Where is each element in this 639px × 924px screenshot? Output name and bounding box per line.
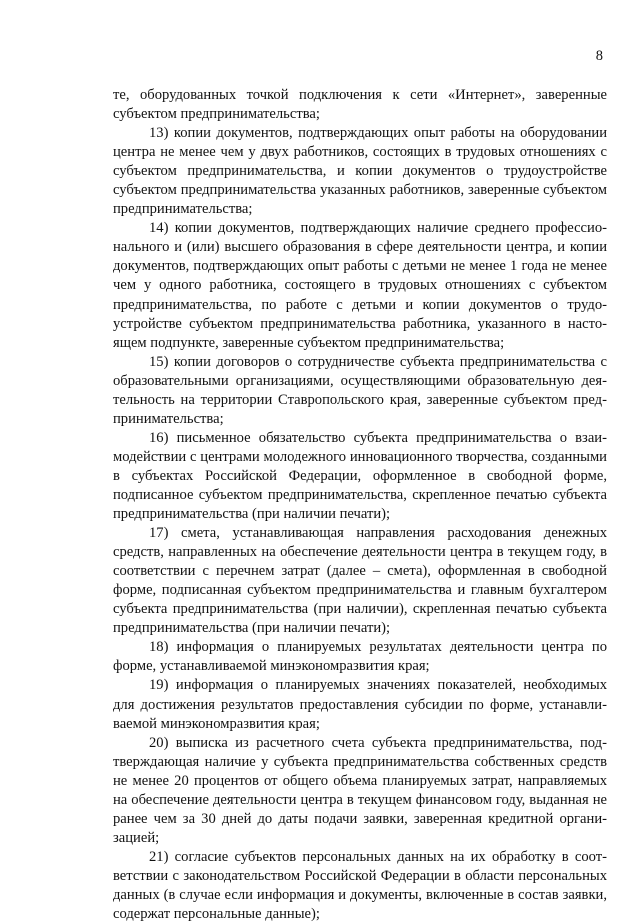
paragraph: 14) копии документов, подтверждающих наличие среднего профессионального и (или) высшего образования в сфере деятельности центра, и копии документов, подтверждающих опыт работы с детьми не менее 1 года не менее чем у одного работника, состоящего в трудовых отношениях с субъектом предпринимательства, по работе с детьми и копии документов о трудоустройстве субъектом предпринимательства работника, указанного в настоящем подпункте, заверенные субъектом предпринимательства; [113, 220, 607, 351]
paragraph: 15) копии договоров о сотрудничестве субъекта предпринимательства с образовательными организациями, осуществляющими образовательную деятельность на территории Ставропольского края, заверенные субъектом предпринимательства; [113, 353, 607, 427]
paragraph: 19) информация о планируемых значениях показателей, необходимых для достижения результатов предоставления субсидии по форме, устанавливаемой минэкономразвития края; [113, 677, 607, 732]
paragraph: 16) письменное обязательство субъекта предпринимательства о взаимодействии с центрами молодежного инновационного творчества, созданными в субъектах Российской Федерации, оформленное в свободной форме, подписанное субъектом предпринимательства, скрепленное печатью субъекта предпринимательства (при наличии печати); [113, 429, 607, 523]
paragraph: те, оборудованных точкой подключения к сети «Интернет», заверенные субъектом предпринимательства; [113, 87, 607, 123]
paragraph: 20) выписка из расчетного счета субъекта предпринимательства, подтверждающая наличие у субъекта предпринимательства собственных средств не менее 20 процентов от общего объема планируемых затрат, направляемых на обеспечение деятельности центра в текущем финансовом году, выданная не ранее чем за 30 дней до даты подачи заявки, заверенная кредитной организацией; [113, 734, 607, 846]
page-number: 8 [595, 48, 603, 64]
document-body [113, 86, 607, 924]
paragraph: 17) смета, устанавливающая направления расходования денежных средств, направленных на обеспечение деятельности центра в текущем году, в соответствии с перечнем затрат (далее – смета), оформленная в свободной форме, подписанная субъектом предпринимательства и главным бухгалтером субъекта предпринимательства (при наличии), скрепленная печатью субъекта предпринимательства (при наличии печати); [113, 525, 607, 637]
paragraph: 18) информация о планируемых результатах деятельности центра по форме, устанавливаемой минэкономразвития края; [113, 639, 607, 675]
paragraph: 21) согласие субъектов персональных данных на их обработку в соответствии с законодательством Российской Федерации в области персональных данных (в случае если информация и документы, включенные в состав заявки, содержат персональные данные); [113, 848, 607, 923]
paragraph: 13) копии документов, подтверждающих опыт работы на оборудовании центра не менее чем у двух работников, состоящих в трудовых отношениях с субъектом предпринимательства, и копии документов о трудоустройстве субъектом предпринимательства указанных работников, заверенные субъектом предпринимательства; [113, 125, 607, 218]
